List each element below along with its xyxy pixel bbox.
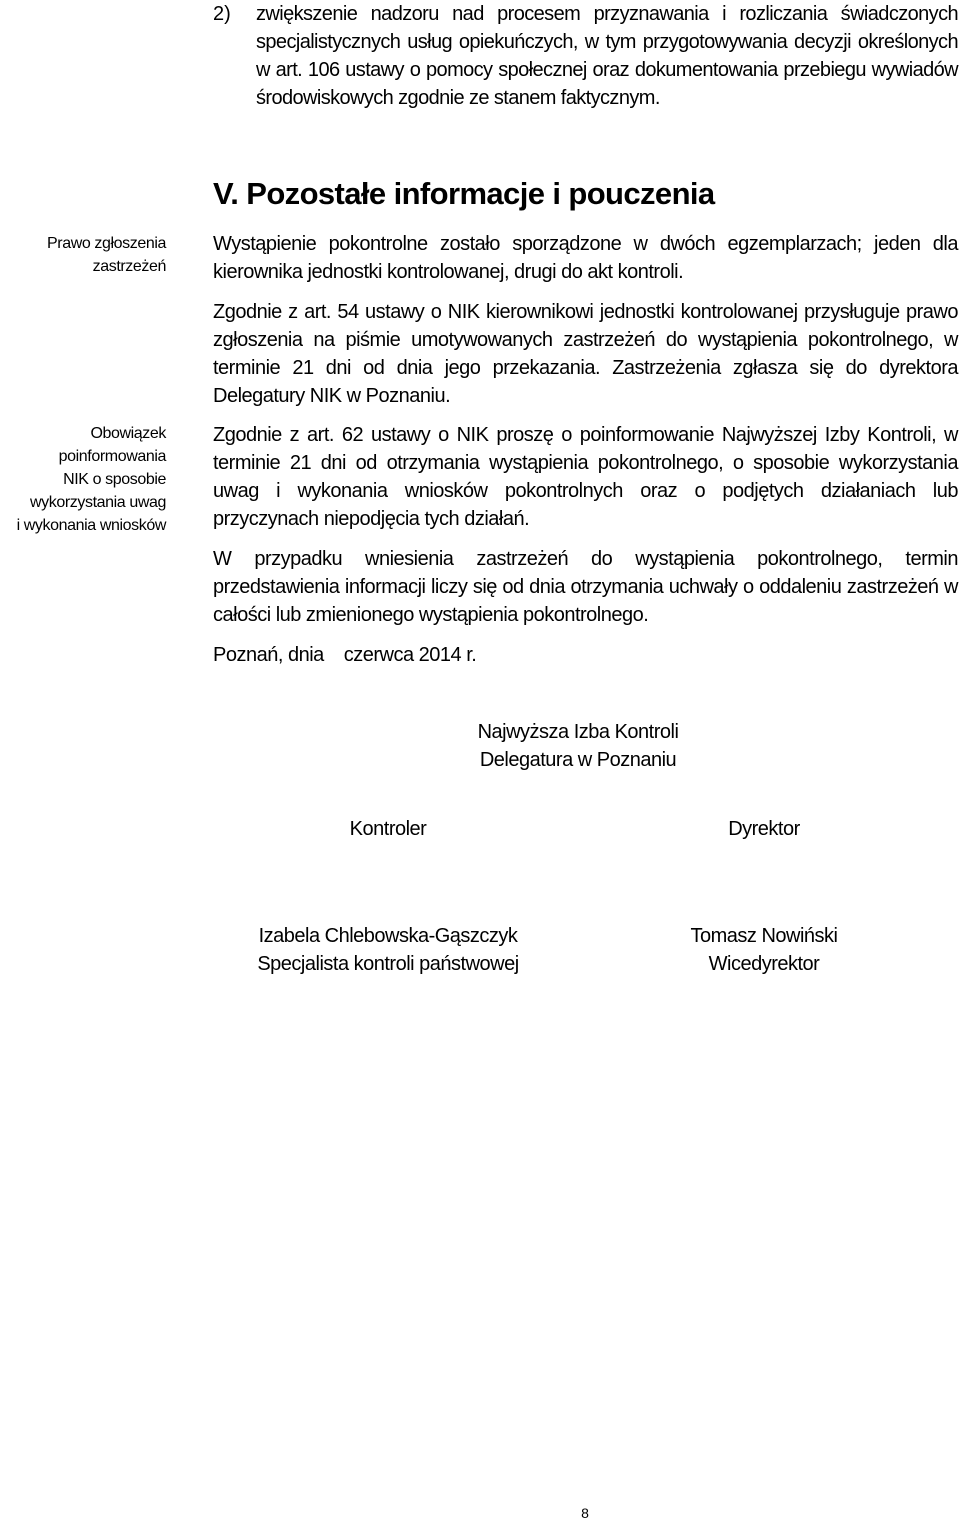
date-place: Poznań, dnia — [213, 644, 324, 666]
list-item-number: 2) — [213, 3, 231, 25]
organization-block — [420, 718, 736, 774]
organization-unit: Delegatura w Poznaniu — [479, 749, 677, 771]
signatory-name: Tomasz Nowiński — [690, 925, 838, 947]
list-item-text: zwiększenie nadzoru nad procesem przyznawania i rozliczania świadczonych specjalistycznych usług opiekuńczych, w tym przygotowywania decyzji określonych w art. 106 ustawy o pomocy społecznej oraz dokumentowania przebiegu wywiadów środowiskowych zgodnie ze stanem faktycznym. — [256, 3, 958, 109]
paragraph-deadline: W przypadku wniesienia zastrzeżeń do wystąpienia pokontrolnego, termin przedstawienia informacji liczy się od dnia otrzymania uchwały o oddaleniu zastrzeżeń w całości lub zmienionego wystąpienia pokontrolnego. — [213, 548, 958, 626]
list-item — [213, 0, 958, 112]
side-note-line: Obowiązek — [90, 425, 166, 442]
date-value: czerwca 2014 r. — [343, 644, 477, 666]
date-line — [213, 641, 476, 669]
signatory-title: Specjalista kontroli państwowej — [257, 953, 519, 975]
side-note-right-to-object — [0, 232, 166, 278]
signature-left — [200, 922, 576, 978]
signatory-title: Wicedyrektor — [708, 953, 820, 975]
signature-role-right: Dyrektor — [728, 818, 800, 840]
signatory-name: Izabela Chlebowska-Gąszczyk — [258, 925, 518, 947]
paragraph-information-duty: Zgodnie z art. 62 ustawy o NIK proszę o poinformowanie Najwyższej Izby Kontroli, w terminie 21 dni od otrzymania wystąpienia pokontrolnego, o sposobie wykorzystania uwag i wykonania wniosków pokontrolnych oraz o podjętych działaniach lub przyczynach niepodjęcia tych działań. — [213, 424, 958, 530]
side-note-line: poinformowania — [58, 448, 166, 465]
section-heading: V. Pozostałe informacje i pouczenia — [213, 176, 715, 211]
side-note-obligation-to-inform — [0, 422, 166, 537]
paragraph-objections: Zgodnie z art. 54 ustawy o NIK kierownikowi jednostki kontrolowanej przysługuje prawo zgłoszenia na piśmie umotywowanych zastrzeżeń do wystąpienia pokontrolnego, w terminie 21 dni od dnia jego przekazania. Zastrzeżenia zgłasza się do dyrektora Delegatury NIK w Poznaniu. — [213, 301, 958, 407]
side-note-line: NIK o sposobie — [63, 471, 166, 488]
side-note-line: Prawo zgłoszenia — [47, 235, 166, 252]
signature-right — [614, 922, 914, 978]
organization-name: Najwyższa Izba Kontroli — [477, 721, 679, 743]
side-note-line: wykorzystania uwag — [30, 494, 166, 511]
side-note-line: zastrzeżeń — [92, 258, 166, 275]
page-number: 8 — [581, 1505, 589, 1521]
signature-role-left: Kontroler — [349, 818, 427, 840]
paragraph-copies: Wystąpienie pokontrolne zostało sporządzone w dwóch egzemplarzach; jeden dla kierownika jednostki kontrolowanej, drugi do akt kontroli. — [213, 233, 958, 283]
side-note-line: i wykonania wniosków — [16, 517, 166, 534]
